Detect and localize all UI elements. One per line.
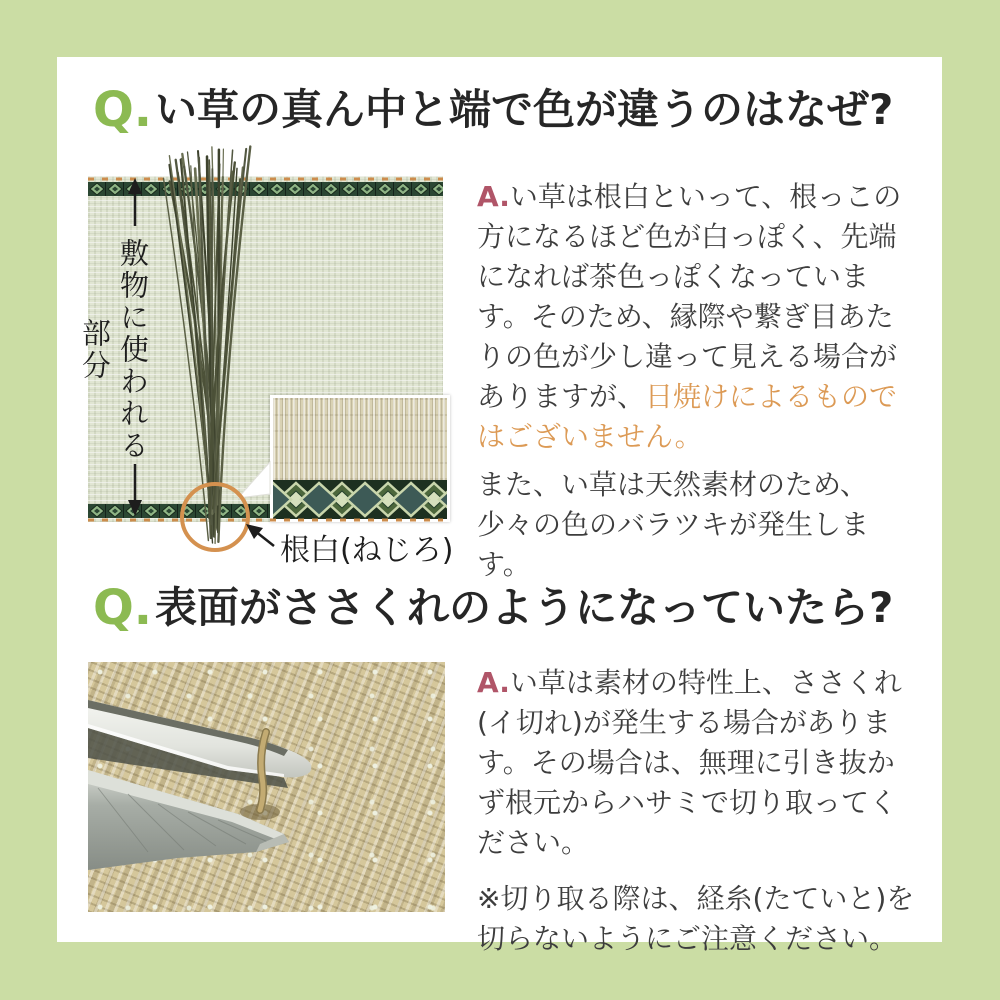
- figure-scissors: [88, 662, 445, 912]
- content-panel: [57, 57, 942, 955]
- question-1-heading: [93, 83, 923, 138]
- arrow-up-icon: [128, 178, 142, 226]
- q1-mark: Q.: [93, 82, 153, 138]
- answer-2-note: ※切り取る際は、経糸(たていと)を切らないようにご注意ください。: [477, 882, 915, 955]
- callout-arrow-icon: [246, 524, 274, 546]
- answer-1-paragraph-1: [477, 177, 919, 457]
- vertical-label-part-used: 敷物に使われる部分: [78, 238, 150, 462]
- a2-mark: A.: [477, 666, 510, 699]
- callout-wedge: [238, 462, 270, 498]
- a1-highlight: 日焼けによるものではございません。: [477, 380, 898, 453]
- answer-2-paragraph: [477, 663, 919, 863]
- q2-mark: Q.: [93, 580, 153, 636]
- q1-text: い草の真ん中と端で色が違うのはなぜ?: [155, 85, 894, 134]
- arrow-down-icon: [128, 464, 142, 516]
- scissors-icon: [88, 662, 445, 912]
- woven-mat-photo: [88, 662, 445, 912]
- answer-1: [477, 177, 919, 585]
- figure-igusa-bundle: [78, 140, 454, 568]
- a2-text: い草は素材の特性上、ささくれ(イ切れ)が発生する場合があります。その場合は、無理に引き抜かず根元からハサミで切り取ってください。: [477, 666, 902, 859]
- a1-mark: A.: [477, 180, 510, 213]
- a1-text: い草は根白といって、根っこの方になるほど色が白っぽく、先端になれば茶色っぽくなっています。そのため、縁際や繋ぎ目あたりの色が少し違って見える場合がありますが、: [477, 180, 902, 413]
- root-white-label: 根白(ねじろ): [280, 533, 454, 568]
- answer-2: [477, 663, 919, 959]
- answer-1-paragraph-2: また、い草は天然素材のため、少々の色のバラツキが発生します。: [477, 468, 870, 581]
- question-2-heading: [93, 581, 923, 636]
- q2-text: 表面がささくれのようになっていたら?: [155, 583, 894, 632]
